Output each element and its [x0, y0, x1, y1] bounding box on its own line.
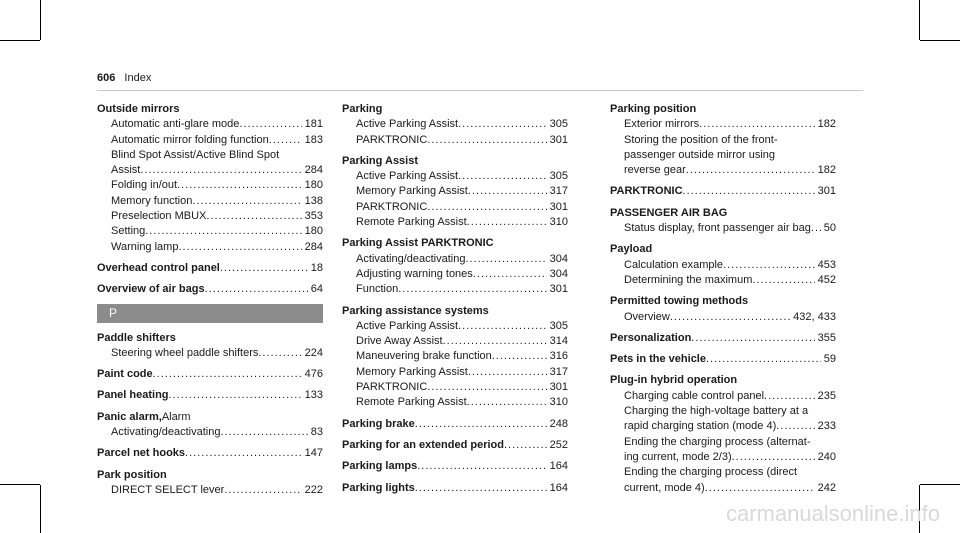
entry-title: Overview of air bags: [97, 283, 205, 296]
index-subentry[interactable]: [97, 346, 323, 361]
page-reference[interactable]: 305: [549, 170, 568, 183]
subentry-text: Remote Parking Assist: [356, 396, 467, 409]
index-subentry[interactable]: [610, 389, 836, 404]
index-entry: [610, 184, 836, 199]
dot-leader: [206, 209, 301, 224]
entry-title: Parking Assist PARKTRONIC: [342, 237, 494, 250]
page-reference[interactable]: 233: [817, 420, 836, 433]
subentry-text: Function: [356, 283, 399, 296]
dot-leader: [764, 389, 815, 404]
index-entry-main: [610, 294, 836, 309]
entry-title: Parking brake: [342, 417, 415, 430]
index-subentry[interactable]: [342, 334, 568, 349]
index-entry-main[interactable]: [97, 261, 323, 276]
index-subentry[interactable]: [97, 209, 323, 224]
index-entry-main[interactable]: [610, 331, 836, 346]
page-reference[interactable]: 181: [304, 118, 323, 131]
dot-leader: [417, 459, 546, 474]
entry-title: Permitted towing methods: [610, 295, 749, 308]
index-subentry[interactable]: [97, 483, 323, 498]
index-subentry[interactable]: [342, 117, 568, 132]
index-subentry[interactable]: [610, 273, 836, 288]
page-reference[interactable]: 59: [823, 353, 836, 366]
index-entry-main[interactable]: [342, 459, 568, 474]
dot-leader: [691, 331, 814, 346]
index-entry: [97, 446, 323, 461]
index-subentry[interactable]: [610, 163, 836, 178]
index-subentry[interactable]: [342, 282, 568, 297]
dot-leader: [465, 252, 546, 267]
page-reference[interactable]: 305: [549, 319, 568, 332]
crop-mark: [919, 0, 920, 40]
entry-title: Parking position: [610, 103, 697, 115]
index-subentry[interactable]: [610, 258, 836, 273]
subentry-text: rapid charging station (mode 4): [624, 420, 777, 433]
index-entry-main[interactable]: [342, 417, 568, 432]
crop-mark: [0, 484, 40, 485]
page-reference[interactable]: 301: [549, 133, 568, 146]
subentry-text: current, mode 4): [624, 481, 705, 494]
index-entry: [342, 481, 568, 496]
page-reference[interactable]: 138: [304, 194, 323, 207]
index-entry-main: [342, 304, 568, 319]
subentry-text: reverse gear: [624, 164, 686, 177]
crop-mark: [920, 484, 960, 485]
subentry-text: Preselection MBUX: [111, 210, 207, 223]
page-reference[interactable]: 310: [549, 216, 568, 229]
subentry-text: Warning lamp: [111, 240, 179, 253]
index-entry-main[interactable]: [97, 282, 323, 297]
index-subentry[interactable]: [342, 319, 568, 334]
entry-title: Pets in the vehicle: [610, 353, 706, 366]
index-entry: [342, 417, 568, 432]
index-subentry[interactable]: [342, 133, 568, 148]
index-entry: [342, 304, 568, 411]
dot-leader: [467, 395, 547, 410]
page-header: [97, 72, 151, 84]
entry-title: Panel heating: [97, 389, 169, 402]
dot-leader: [258, 346, 301, 361]
subentry-text: PARKTRONIC: [356, 133, 428, 146]
index-subentry[interactable]: [97, 240, 323, 255]
index-entry-main: [610, 242, 836, 257]
subentry-text: Automatic mirror folding function: [111, 133, 269, 146]
index-entry-main: [342, 102, 568, 117]
page-reference[interactable]: 147: [304, 447, 323, 460]
subentry-text: passenger outside mirror using: [624, 148, 776, 161]
entry-title: Personalization: [610, 331, 692, 344]
subentry-text: Overview: [624, 310, 670, 323]
index-subentry[interactable]: [610, 419, 836, 434]
index-entry: [97, 261, 323, 276]
entry-title: Outside mirrors: [97, 103, 180, 115]
subentry-text: PARKTRONIC: [356, 200, 428, 213]
index-column-2: [342, 102, 568, 496]
dot-leader: [415, 481, 547, 496]
dot-leader: [706, 352, 821, 367]
page-reference[interactable]: 50: [823, 222, 836, 235]
subentry-text: Drive Away Assist: [356, 335, 443, 348]
subentry-text: Maneuvering brake function: [356, 350, 492, 363]
page-reference[interactable]: 182: [817, 118, 836, 131]
index-subentry[interactable]: [342, 380, 568, 395]
entry-suffix: Alarm: [161, 410, 191, 423]
watermark: carmanualsonline.info: [725, 501, 940, 526]
dot-leader: [732, 450, 815, 465]
index-entry-main[interactable]: [97, 446, 323, 461]
page-reference[interactable]: 133: [304, 389, 323, 402]
dot-leader: [220, 261, 308, 276]
index-entry: [610, 242, 836, 288]
index-entry-main[interactable]: [342, 481, 568, 496]
subentry-text: Active Parking Assist: [356, 118, 459, 131]
subentry-text: Automatic anti-glare mode: [111, 118, 240, 131]
page-reference[interactable]: 164: [549, 481, 568, 494]
index-entry: [342, 236, 568, 297]
index-subentry[interactable]: [342, 215, 568, 230]
dot-leader: [723, 258, 815, 273]
index-subentry[interactable]: [97, 133, 323, 148]
page-reference[interactable]: 284: [304, 164, 323, 177]
subentry-text: Steering wheel paddle shifters: [111, 346, 259, 359]
page-reference[interactable]: 301: [549, 200, 568, 213]
subentry-text: ing current, mode 2/3): [624, 450, 732, 463]
entry-title: Plug-in hybrid operation: [610, 374, 738, 387]
entry-title: Parking lights: [342, 481, 415, 494]
index-entry-main: [610, 102, 836, 117]
index-entry: [97, 367, 323, 382]
page-reference[interactable]: 316: [549, 350, 568, 363]
dot-leader: [473, 267, 547, 282]
index-entry-main[interactable]: [97, 388, 323, 403]
index-entry-main[interactable]: [610, 184, 836, 199]
index-subentry[interactable]: [342, 252, 568, 267]
index-entry: [97, 410, 323, 441]
dot-leader: [224, 483, 301, 498]
subentry-text: Memory Parking Assist: [356, 365, 468, 378]
entry-title: Parking assistance systems: [342, 304, 489, 317]
dot-leader: [752, 273, 814, 288]
subentry-text: Activating/deactivating: [356, 252, 466, 265]
entry-title: Parking for an extended period: [342, 438, 504, 451]
index-subentry[interactable]: [610, 310, 836, 325]
entry-title: Paddle shifters: [97, 331, 176, 344]
section-title: Index: [124, 72, 152, 84]
index-entry-main[interactable]: [97, 367, 323, 382]
page-reference[interactable]: 476: [304, 368, 323, 381]
page-reference[interactable]: 452: [817, 273, 836, 286]
dot-leader: [205, 282, 308, 297]
index-entry-main: [342, 236, 568, 251]
page-reference[interactable]: 248: [549, 417, 568, 430]
dot-leader: [427, 200, 546, 215]
page-reference[interactable]: 222: [304, 483, 323, 496]
index-entry: [610, 294, 836, 325]
subentry-text: Active Parking Assist: [356, 319, 459, 332]
page-reference[interactable]: 453: [817, 258, 836, 271]
dot-leader: [140, 163, 301, 178]
index-entry: [97, 102, 323, 255]
dot-leader: [699, 117, 814, 132]
dot-leader: [504, 438, 547, 453]
entry-title: Parking: [342, 103, 383, 115]
entry-title: Parcel net hooks: [97, 447, 186, 460]
entry-title: Panic alarm,: [97, 410, 162, 423]
page-reference[interactable]: 240: [817, 450, 836, 463]
page-reference[interactable]: 304: [549, 252, 568, 265]
page-reference[interactable]: 83: [310, 426, 323, 439]
page-reference[interactable]: 64: [310, 283, 323, 296]
page-reference[interactable]: 314: [549, 335, 568, 348]
index-column-3: [610, 102, 836, 496]
subentry-text: Determining the maximum: [624, 273, 753, 286]
index-entry-main: [610, 206, 836, 221]
dot-leader: [239, 117, 301, 132]
entry-title: PASSENGER AIR BAG: [610, 206, 728, 219]
index-entry-main: [610, 373, 836, 388]
index-entry: [97, 468, 323, 499]
subentry-text: Folding in/out: [111, 179, 178, 192]
index-subentry[interactable]: [97, 117, 323, 132]
index-entry-main[interactable]: [610, 352, 836, 367]
crop-mark: [40, 485, 41, 533]
index-entry-main: [97, 468, 323, 483]
index-subentry[interactable]: [610, 450, 836, 465]
index-subentry[interactable]: [342, 200, 568, 215]
index-subentry[interactable]: [342, 184, 568, 199]
index-entry: [97, 388, 323, 403]
entry-title: Parking lamps: [342, 460, 418, 473]
entry-title: Overhead control panel: [97, 261, 220, 274]
subentry-text: Ending the charging process (alternat-: [624, 435, 811, 448]
index-entry: [610, 373, 836, 495]
subentry-text: Setting: [111, 225, 146, 238]
index-entry: [97, 331, 323, 362]
dot-leader: [458, 319, 547, 334]
index-subentry[interactable]: [97, 163, 323, 178]
page-reference[interactable]: 235: [817, 389, 836, 402]
index-subentry[interactable]: [610, 481, 836, 496]
index-entry-main: [342, 154, 568, 169]
index-subentry[interactable]: [97, 178, 323, 193]
dot-leader: [427, 380, 546, 395]
index-entry: [610, 331, 836, 346]
index-entry: [97, 282, 323, 297]
page-reference[interactable]: 353: [304, 210, 323, 223]
subentry-text: Memory function: [111, 194, 193, 207]
dot-leader: [492, 349, 547, 364]
crop-mark: [40, 0, 41, 40]
index-subentry[interactable]: [342, 169, 568, 184]
page-reference[interactable]: 224: [304, 346, 323, 359]
index-subentry[interactable]: [342, 349, 568, 364]
index-subentry[interactable]: [342, 395, 568, 410]
index-entry: [342, 102, 568, 148]
page-reference[interactable]: 252: [549, 438, 568, 451]
page-reference[interactable]: 242: [817, 481, 836, 494]
dot-leader: [683, 184, 815, 199]
dot-leader: [458, 117, 547, 132]
dot-leader: [220, 425, 307, 440]
page-reference[interactable]: 310: [549, 396, 568, 409]
crop-mark: [0, 40, 40, 41]
page-reference[interactable]: 183: [304, 133, 323, 146]
dot-leader: [169, 388, 302, 403]
subentry-text: Adjusting warning tones: [356, 267, 473, 280]
index-entry: [610, 102, 836, 178]
page-reference[interactable]: 180: [304, 225, 323, 238]
subentry-text: Storing the position of the front-: [624, 133, 778, 146]
index-subentry[interactable]: [610, 117, 836, 132]
subentry-text: Charging cable control panel: [624, 389, 765, 402]
letter-heading: P: [97, 304, 323, 323]
page-reference[interactable]: 355: [817, 331, 836, 344]
page-number: 606: [97, 72, 116, 84]
entry-title: PARKTRONIC: [610, 185, 683, 198]
index-entry: [610, 206, 836, 237]
page-reference[interactable]: 164: [549, 460, 568, 473]
subentry-text: Assist: [111, 164, 141, 177]
page-reference[interactable]: 432, 433: [793, 310, 836, 323]
dot-leader: [398, 282, 546, 297]
dot-leader: [145, 224, 301, 239]
entry-title: Paint code: [97, 368, 153, 381]
entry-title: Payload: [610, 243, 653, 256]
index-subentry[interactable]: [610, 221, 836, 236]
dot-leader: [269, 133, 302, 148]
dot-leader: [177, 178, 302, 193]
subentry-text: Remote Parking Assist: [356, 216, 467, 229]
subentry-text: Exterior mirrors: [624, 118, 700, 131]
dot-leader: [192, 194, 301, 209]
subentry-text: Memory Parking Assist: [356, 185, 468, 198]
index-subentry[interactable]: [97, 425, 323, 440]
index-column-1: [97, 102, 323, 498]
page-reference[interactable]: 317: [549, 365, 568, 378]
index-entry: [610, 352, 836, 367]
subentry-text: Blind Spot Assist/Active Blind Spot: [111, 148, 280, 161]
subentry-text: Activating/deactivating: [111, 426, 221, 439]
subentry-text: DIRECT SELECT lever: [111, 483, 225, 496]
index-subentry[interactable]: [342, 267, 568, 282]
page-reference[interactable]: 18: [310, 261, 323, 274]
page-reference[interactable]: 182: [817, 164, 836, 177]
index-entry-main: [97, 102, 323, 117]
page-reference[interactable]: 301: [549, 283, 568, 296]
dot-leader: [776, 419, 814, 434]
page-reference[interactable]: 305: [549, 118, 568, 131]
dot-leader: [467, 215, 547, 230]
subentry-text: PARKTRONIC: [356, 381, 428, 394]
page-reference[interactable]: 301: [817, 185, 836, 198]
subentry-text: Charging the high-voltage battery at a: [624, 405, 809, 418]
index-subentry[interactable]: [97, 224, 323, 239]
subentry-text: Calculation example: [624, 258, 724, 271]
subentry-text: Ending the charging process (direct: [624, 466, 798, 479]
dot-leader: [468, 184, 547, 199]
page-reference[interactable]: 284: [304, 240, 323, 253]
dot-leader: [178, 240, 301, 255]
index-entry: [342, 459, 568, 474]
dot-leader: [427, 133, 546, 148]
dot-leader: [443, 334, 547, 349]
index-entry: [342, 154, 568, 230]
index-entry-main: [97, 331, 323, 346]
entry-title: Park position: [97, 468, 167, 481]
subentry-text: Active Parking Assist: [356, 170, 459, 183]
dot-leader: [415, 417, 547, 432]
index-entry-main[interactable]: [342, 438, 568, 453]
header-rule: [97, 90, 863, 91]
dot-leader: [811, 221, 821, 236]
page-reference[interactable]: 301: [549, 381, 568, 394]
dot-leader: [185, 446, 302, 461]
index-entry-main: [97, 410, 323, 425]
dot-leader: [705, 481, 815, 496]
dot-leader: [670, 310, 790, 325]
page-reference[interactable]: 304: [549, 267, 568, 280]
dot-leader: [458, 169, 547, 184]
crop-mark: [920, 40, 960, 41]
page-reference[interactable]: 180: [304, 179, 323, 192]
dot-leader: [468, 365, 547, 380]
dot-leader: [686, 163, 815, 178]
subentry-text: Status display, front passenger air bag: [624, 222, 811, 235]
index-subentry[interactable]: [97, 194, 323, 209]
entry-title: Parking Assist: [342, 154, 419, 167]
index-entry: [342, 438, 568, 453]
index-subentry[interactable]: [342, 365, 568, 380]
dot-leader: [153, 367, 302, 382]
page-reference[interactable]: 317: [549, 185, 568, 198]
